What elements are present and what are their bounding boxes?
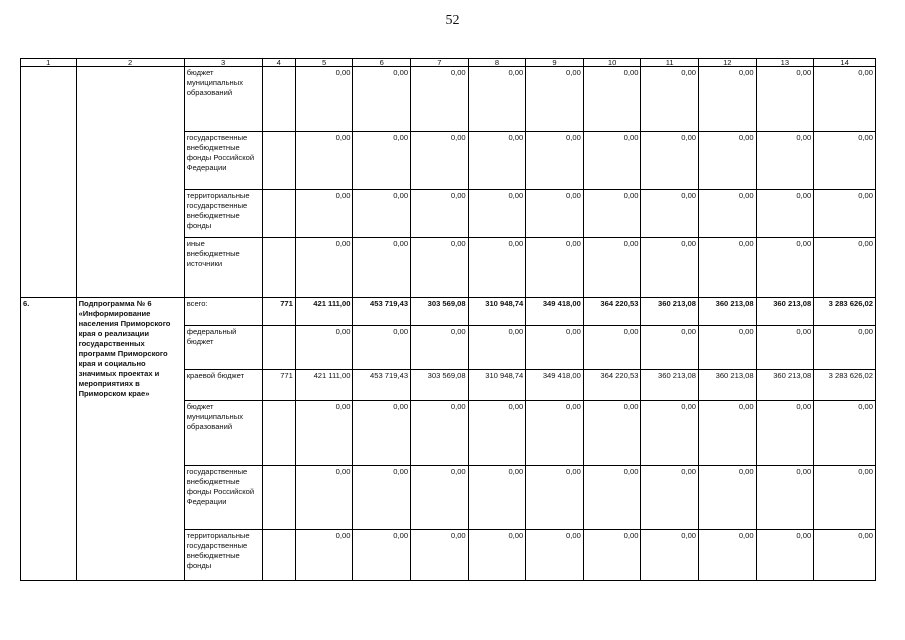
code-cell: [262, 530, 295, 581]
code-cell: [262, 401, 295, 466]
row-number-cell: [21, 67, 77, 298]
value-cell: 303 569,08: [411, 298, 469, 326]
value-cell: 0,00: [526, 530, 584, 581]
value-cell: 0,00: [756, 132, 814, 190]
value-cell: 0,00: [526, 67, 584, 132]
value-cell: 3 283 626,02: [814, 298, 876, 326]
value-cell: 0,00: [295, 190, 353, 238]
table-row: [21, 298, 876, 326]
row-number-cell: 6.: [21, 298, 77, 581]
value-cell: 0,00: [699, 466, 757, 530]
value-cell: 360 213,08: [641, 370, 699, 401]
funding-source-cell: государственные внебюджетные фонды Российской Федерации: [184, 132, 262, 190]
value-cell: 0,00: [814, 132, 876, 190]
value-cell: 0,00: [583, 132, 641, 190]
funding-source-cell: краевой бюджет: [184, 370, 262, 401]
page-number: 52: [445, 13, 460, 28]
value-cell: 0,00: [411, 132, 469, 190]
funding-source-cell: территориальные государственные внебюджетные фонды: [184, 530, 262, 581]
value-cell: 364 220,53: [583, 370, 641, 401]
funding-source-cell: бюджет муниципальных образований: [184, 401, 262, 466]
value-cell: 0,00: [699, 238, 757, 298]
value-cell: 0,00: [756, 401, 814, 466]
header-cell: 13: [756, 59, 814, 67]
value-cell: 0,00: [756, 530, 814, 581]
code-cell: [262, 67, 295, 132]
value-cell: 0,00: [411, 190, 469, 238]
header-cell: 11: [641, 59, 699, 67]
program-name-cell: [76, 67, 184, 298]
value-cell: 364 220,53: [583, 298, 641, 326]
value-cell: 0,00: [526, 466, 584, 530]
value-cell: 0,00: [814, 67, 876, 132]
header-cell: 6: [353, 59, 411, 67]
value-cell: 0,00: [814, 401, 876, 466]
value-cell: 0,00: [353, 238, 411, 298]
value-cell: 3 283 626,02: [814, 370, 876, 401]
value-cell: 0,00: [468, 466, 526, 530]
value-cell: 0,00: [526, 326, 584, 370]
funding-source-cell: территориальные государственные внебюджетные фонды: [184, 190, 262, 238]
value-cell: 0,00: [699, 67, 757, 132]
header-cell: 3: [184, 59, 262, 67]
header-cell: 9: [526, 59, 584, 67]
value-cell: 360 213,08: [756, 370, 814, 401]
value-cell: 0,00: [353, 466, 411, 530]
value-cell: 0,00: [411, 238, 469, 298]
value-cell: 0,00: [699, 530, 757, 581]
value-cell: 0,00: [411, 326, 469, 370]
value-cell: 0,00: [641, 238, 699, 298]
code-cell: [262, 466, 295, 530]
value-cell: 0,00: [756, 326, 814, 370]
budget-table: [20, 58, 876, 581]
header-row: [21, 59, 876, 67]
value-cell: 0,00: [411, 466, 469, 530]
funding-source-cell: государственные внебюджетные фонды Российской Федерации: [184, 466, 262, 530]
value-cell: 0,00: [353, 132, 411, 190]
value-cell: 0,00: [641, 530, 699, 581]
header-cell: 2: [76, 59, 184, 67]
value-cell: 0,00: [526, 238, 584, 298]
value-cell: 0,00: [468, 401, 526, 466]
value-cell: 0,00: [583, 530, 641, 581]
value-cell: 0,00: [641, 132, 699, 190]
value-cell: 0,00: [411, 401, 469, 466]
value-cell: 0,00: [814, 238, 876, 298]
value-cell: 0,00: [699, 326, 757, 370]
code-cell: [262, 326, 295, 370]
value-cell: 360 213,08: [699, 370, 757, 401]
header-cell: 8: [468, 59, 526, 67]
value-cell: 0,00: [295, 326, 353, 370]
value-cell: 0,00: [641, 67, 699, 132]
value-cell: 0,00: [295, 238, 353, 298]
header-cell: 7: [411, 59, 469, 67]
value-cell: 310 948,74: [468, 298, 526, 326]
value-cell: 0,00: [814, 326, 876, 370]
value-cell: 349 418,00: [526, 298, 584, 326]
funding-source-cell: бюджет муниципальных образований: [184, 67, 262, 132]
value-cell: 0,00: [295, 401, 353, 466]
value-cell: 310 948,74: [468, 370, 526, 401]
value-cell: 0,00: [583, 326, 641, 370]
value-cell: 360 213,08: [641, 298, 699, 326]
value-cell: 0,00: [814, 466, 876, 530]
value-cell: 0,00: [583, 238, 641, 298]
value-cell: 0,00: [641, 401, 699, 466]
value-cell: 0,00: [468, 238, 526, 298]
value-cell: 0,00: [468, 132, 526, 190]
header-cell: 4: [262, 59, 295, 67]
table-row: [21, 67, 876, 132]
value-cell: 0,00: [353, 401, 411, 466]
value-cell: 0,00: [295, 530, 353, 581]
value-cell: 421 111,00: [295, 298, 353, 326]
value-cell: 0,00: [583, 466, 641, 530]
value-cell: 0,00: [353, 326, 411, 370]
value-cell: 303 569,08: [411, 370, 469, 401]
value-cell: 0,00: [353, 67, 411, 132]
value-cell: 0,00: [353, 530, 411, 581]
value-cell: 0,00: [583, 401, 641, 466]
value-cell: 0,00: [756, 67, 814, 132]
value-cell: 0,00: [468, 326, 526, 370]
value-cell: 0,00: [526, 132, 584, 190]
header-cell: 5: [295, 59, 353, 67]
value-cell: 0,00: [468, 190, 526, 238]
funding-source-cell: всего:: [184, 298, 262, 326]
value-cell: 0,00: [699, 132, 757, 190]
value-cell: 0,00: [641, 326, 699, 370]
code-cell: [262, 132, 295, 190]
value-cell: 0,00: [756, 238, 814, 298]
value-cell: 0,00: [295, 132, 353, 190]
value-cell: 0,00: [583, 190, 641, 238]
value-cell: 0,00: [756, 190, 814, 238]
value-cell: 0,00: [526, 401, 584, 466]
value-cell: 360 213,08: [699, 298, 757, 326]
funding-source-cell: федеральный бюджет: [184, 326, 262, 370]
value-cell: 0,00: [468, 67, 526, 132]
funding-source-cell: иные внебюджетные источники: [184, 238, 262, 298]
value-cell: 453 719,43: [353, 298, 411, 326]
value-cell: 0,00: [353, 190, 411, 238]
value-cell: 0,00: [411, 67, 469, 132]
header-cell: 12: [699, 59, 757, 67]
code-cell: 771: [262, 370, 295, 401]
value-cell: 0,00: [295, 67, 353, 132]
program-name-cell: Подпрограмма № 6 «Информирование населения Приморского края о реализации государственных программ Приморского края и социально значимых проектах и мероприятиях в Приморском крае»: [76, 298, 184, 581]
value-cell: 0,00: [583, 67, 641, 132]
value-cell: 0,00: [699, 401, 757, 466]
header-cell: 1: [21, 59, 77, 67]
value-cell: 0,00: [526, 190, 584, 238]
code-cell: [262, 238, 295, 298]
value-cell: 0,00: [468, 530, 526, 581]
value-cell: 0,00: [699, 190, 757, 238]
value-cell: 349 418,00: [526, 370, 584, 401]
value-cell: 453 719,43: [353, 370, 411, 401]
value-cell: 360 213,08: [756, 298, 814, 326]
code-cell: [262, 190, 295, 238]
header-cell: 14: [814, 59, 876, 67]
value-cell: 0,00: [295, 466, 353, 530]
value-cell: 0,00: [814, 190, 876, 238]
value-cell: 0,00: [756, 466, 814, 530]
value-cell: 0,00: [641, 190, 699, 238]
value-cell: 0,00: [814, 530, 876, 581]
value-cell: 421 111,00: [295, 370, 353, 401]
code-cell: 771: [262, 298, 295, 326]
value-cell: 0,00: [411, 530, 469, 581]
header-cell: 10: [583, 59, 641, 67]
value-cell: 0,00: [641, 466, 699, 530]
